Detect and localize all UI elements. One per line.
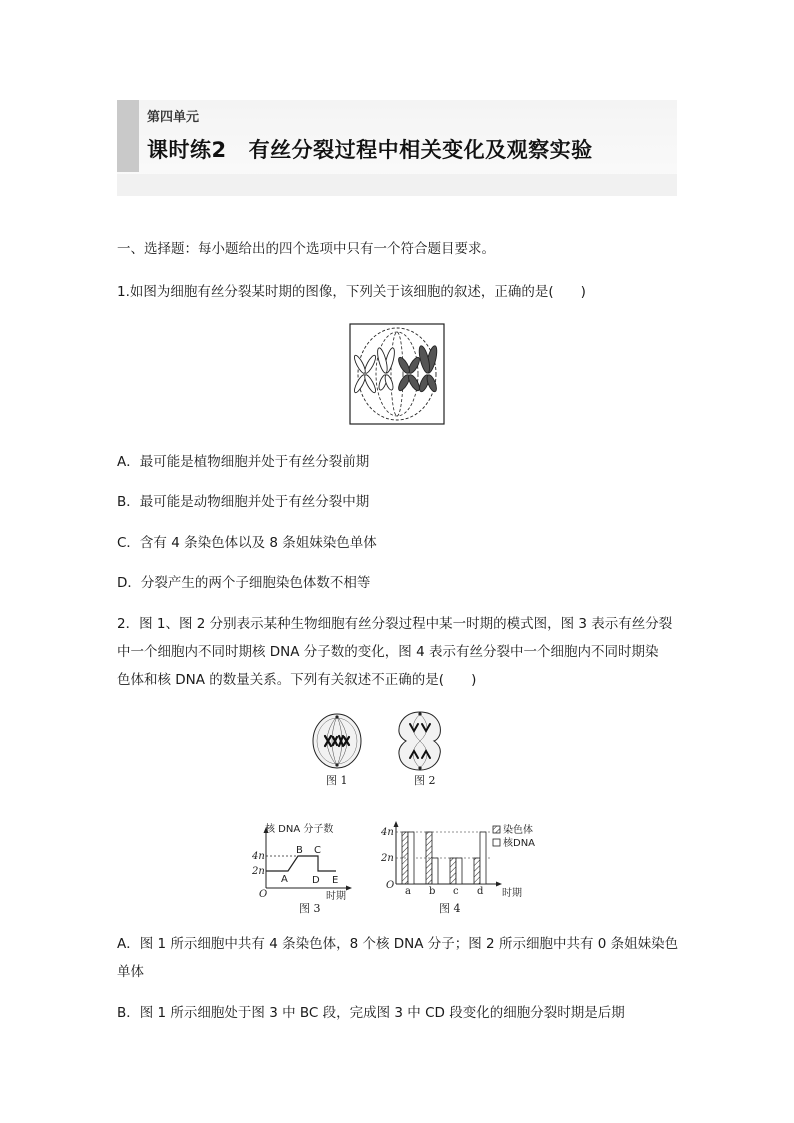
legend-swatch-dna — [493, 839, 500, 846]
legend-swatch-chromosome — [493, 826, 500, 833]
fig2-cell-anaphase — [396, 710, 444, 772]
fig3-origin: O — [259, 889, 268, 900]
fig3-point-b: B — [296, 845, 303, 856]
legend-label-dna: 核DNA — [503, 838, 536, 849]
fig3-label: 图 3 — [299, 902, 321, 915]
fig3-x-arrow — [346, 886, 352, 891]
bar-d-chromosome — [474, 858, 480, 884]
section-title: 一、选择题：每小题给出的四个选项中只有一个符合题目要求。 — [117, 241, 495, 257]
bar-d-dna — [480, 832, 486, 884]
q2-option-b: B．图 1 所示细胞处于图 3 中 BC 段，完成图 3 中 CD 段变化的细胞分裂时期是后期 — [117, 1005, 625, 1021]
bar-b-chromosome — [426, 832, 432, 884]
fig4-origin: O — [386, 880, 395, 891]
q1-stem: 1.如图为细胞有丝分裂某时期的图像，下列关于该细胞的叙述，正确的是( ) — [117, 284, 586, 300]
q2-stem-line-3: 色体和核 DNA 的数量关系。下列有关叙述不正确的是( ) — [117, 672, 477, 688]
fig3-tick-4n: 4n — [252, 851, 265, 862]
fig4-category-d: d — [477, 886, 484, 897]
q2-option-a-line-1: A．图 1 所示细胞中共有 4 条染色体，8 个核 DNA 分子；图 2 所示细胞中共有 0 条姐妹染色 — [117, 936, 679, 952]
q2-stem-line-2: 中一个细胞内不同时期核 DNA 分子数的变化，图 4 表示有丝分裂中一个细胞内不同时期染 — [117, 644, 659, 660]
bar-c-dna — [456, 858, 462, 884]
fig4-tick-2n: 2n — [381, 853, 394, 864]
fig4-bar-chart — [380, 818, 550, 900]
lesson-number: 课时练2 — [147, 138, 227, 162]
q2-stem-line-1: 2．图 1、图 2 分别表示某种生物细胞有丝分裂过程中某一时期的模式图，图 3 表示有丝分裂 — [117, 616, 673, 632]
lesson-title: 有丝分裂过程中相关变化及观察实验 — [248, 138, 593, 162]
fig3-point-a: A — [281, 874, 288, 885]
bar-a-dna — [408, 832, 414, 884]
fig3-ylabel: 核 DNA 分子数 — [265, 824, 334, 835]
bar-b-dna — [432, 858, 438, 884]
header-accent-bar — [117, 100, 139, 172]
q1-option-b: B．最可能是动物细胞并处于有丝分裂中期 — [117, 494, 370, 510]
fig4-category-b: b — [429, 886, 436, 897]
bar-a-chromosome — [402, 832, 408, 884]
fig1-cell-metaphase — [311, 712, 363, 770]
fig3-point-d: D — [312, 875, 320, 886]
fig4-x-arrow — [496, 882, 502, 887]
fig4-category-c: c — [453, 886, 459, 897]
q2-option-a-line-2: 单体 — [117, 964, 144, 980]
fig3-point-e: E — [332, 875, 339, 886]
bar-c-chromosome — [450, 858, 456, 884]
fig4-category-a: a — [405, 886, 411, 897]
fig3-dna-line — [266, 856, 336, 871]
fig4-label: 图 4 — [439, 902, 461, 915]
q1-option-c: C．含有 4 条染色体以及 8 条姐妹染色单体 — [117, 535, 377, 551]
page-title — [147, 134, 593, 164]
fig4-xlabel: 时期 — [502, 888, 522, 899]
q1-cell-figure — [349, 323, 445, 425]
q1-option-d: D．分裂产生的两个子细胞染色体数不相等 — [117, 575, 371, 591]
fig3-point-c: C — [314, 845, 321, 856]
fig3-tick-2n: 2n — [252, 866, 265, 877]
q1-option-a: A．最可能是植物细胞并处于有丝分裂前期 — [117, 454, 370, 470]
unit-label: 第四单元 — [147, 110, 200, 125]
fig4-tick-4n: 4n — [381, 827, 394, 838]
fig2-label: 图 2 — [414, 774, 436, 787]
legend-label-chromosome: 染色体 — [503, 825, 533, 836]
fig4-y-arrow — [394, 821, 399, 827]
header-underlay — [117, 174, 677, 196]
fig3-xlabel: 时期 — [326, 891, 346, 900]
fig3-dna-graph — [248, 818, 358, 900]
fig1-label: 图 1 — [326, 774, 348, 787]
